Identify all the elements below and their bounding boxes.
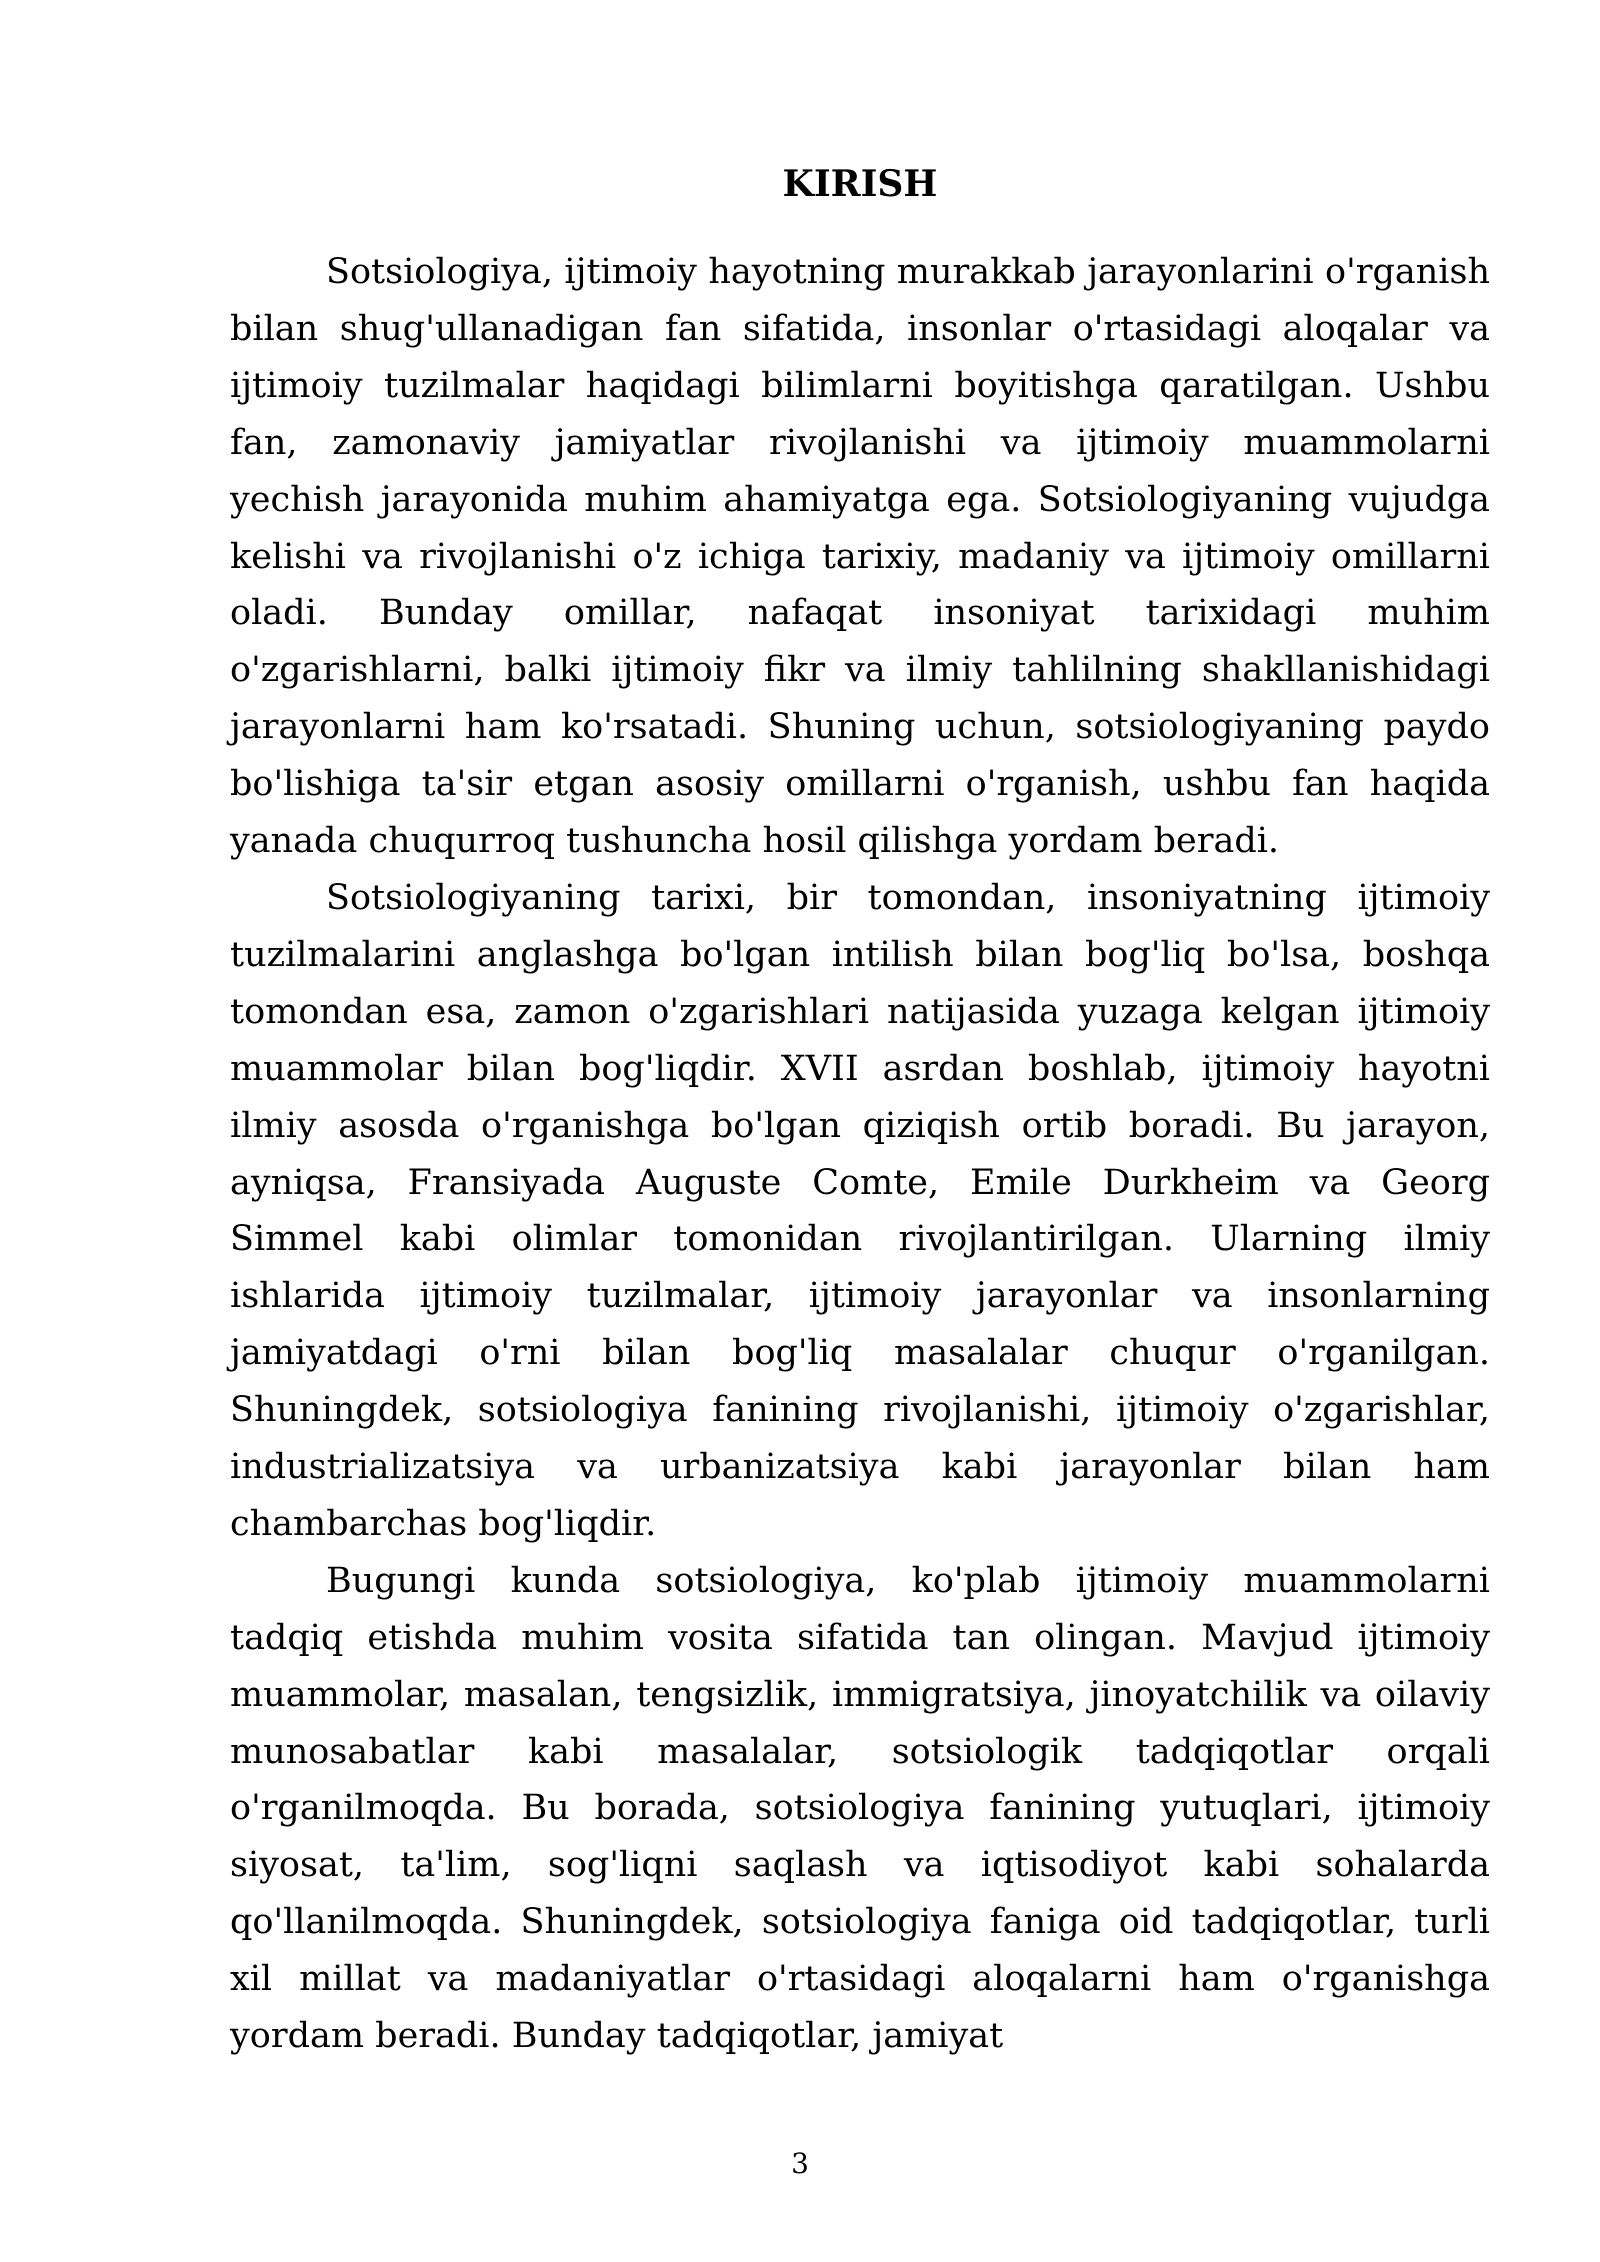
paragraph-2: Sotsiologiyaning tarixi, bir tomondan, insoniyatning ijtimoiy tuzilmalarini anglashga bo'lgan intilish bilan bog'liq bo'lsa, boshqa tomondan esa, zamon o'zgarishlari natijasida yuzaga kelgan ijtimoiy muammolar bilan bog'liqdir. XVII asrdan boshlab, ijtimoiy hayotni ilmiy asosda o'rganishga bo'lgan qiziqish ortib boradi. Bu jarayon, ayniqsa, Fransiyada Auguste Comte, Emile Durkheim va Georg Simmel kabi olimlar tomonidan rivojlantirilgan. Ularning ilmiy ishlarida ijtimoiy tuzilmalar, ijtimoiy jarayonlar va insonlarning jamiyatdagi o'rni bilan bog'liq masalalar chuqur o'rganilgan. Shuningdek, sotsiologiya fanining rivojlanishi, ijtimoiy o'zgarishlar, industrializatsiya va urbanizatsiya kabi jarayonlar bilan ham chambarchas bog'liqdir. bbox=[230, 877, 1490, 1544]
paragraph-3: Bugungi kunda sotsiologiya, ko'plab ijtimoiy muammolarni tadqiq etishda muhim vosita sifatida tan olingan. Mavjud ijtimoiy muammolar, masalan, tengsizlik, immigratsiya, jinoyatchilik va oilaviy munosabatlar kabi masalalar, sotsiologik tadqiqotlar orqali o'rganilmoqda. Bu borada, sotsiologiya fanining yutuqlari, ijtimoiy siyosat, ta'lim, sog'liqni saqlash va iqtisodiyot kabi sohalarda qo'llanilmoqda. Shuningdek, sotsiologiya faniga oid tadqiqotlar, turli xil millat va madaniyatlar o'rtasidagi aloqalarni ham o'rganishga yordam beradi. Bunday tadqiqotlar, jamiyat bbox=[230, 1560, 1490, 2057]
paragraph-1: Sotsiologiya, ijtimoiy hayotning murakkab jarayonlarini o'rganish bilan shug'ullanadigan fan sifatida, insonlar o'rtasidagi aloqalar va ijtimoiy tuzilmalar haqidagi bilimlarni boyitishga qaratilgan. Ushbu fan, zamonaviy jamiyatlar rivojlanishi va ijtimoiy muammolarni yechish jarayonida muhim ahamiyatga ega. Sotsiologiyaning vujudga kelishi va rivojlanishi o'z ichiga tarixiy, madaniy va ijtimoiy omillarni oladi. Bunday omillar, nafaqat insoniyat tarixidagi muhim o'zgarishlarni, balki ijtimoiy fikr va ilmiy tahlilning shakllanishidagi jarayonlarni ham ko'rsatadi. Shuning uchun, sotsiologiyaning paydo bo'lishiga ta'sir etgan asosiy omillarni o'rganish, ushbu fan haqida yanada chuqurroq tushuncha hosil qilishga yordam beradi. bbox=[230, 252, 1490, 862]
body-text bbox=[230, 244, 1490, 2065]
page-number: 3 bbox=[791, 2147, 809, 2180]
page-title: KIRISH bbox=[782, 163, 938, 205]
